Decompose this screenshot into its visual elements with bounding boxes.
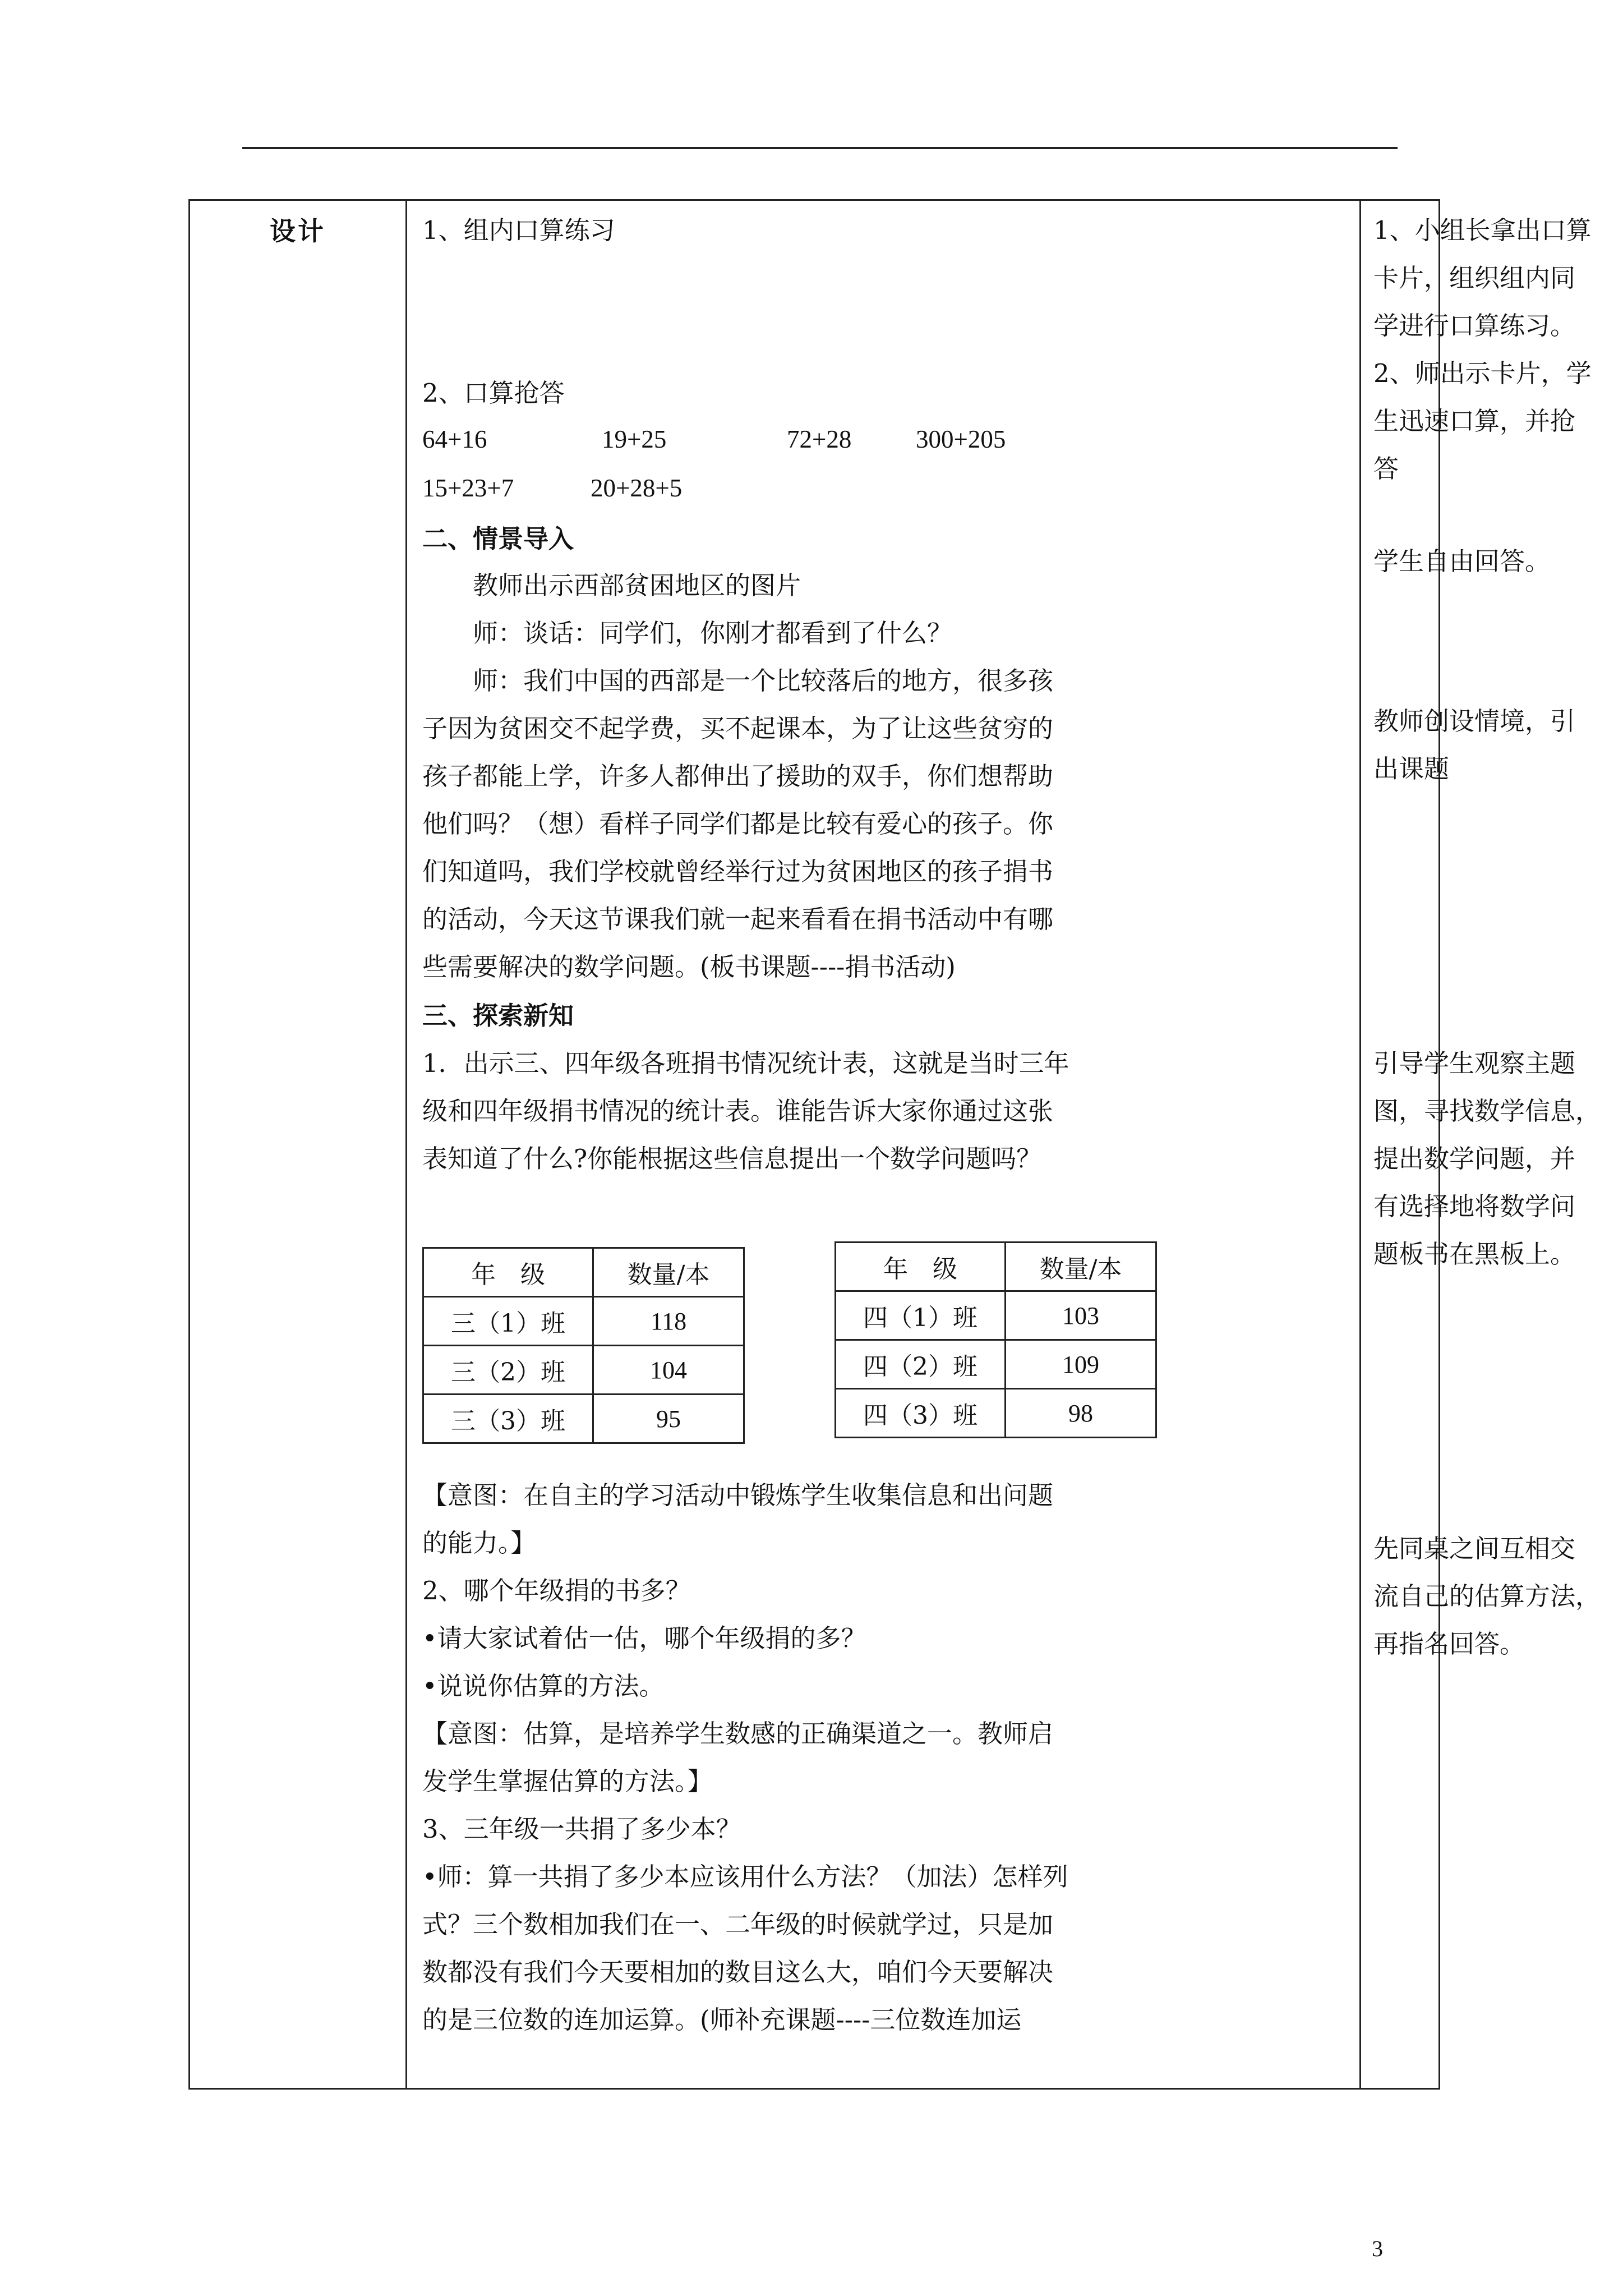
table-row [423,1297,744,1346]
question-line: 3、三年级一共捐了多少本？ [422,1814,741,1844]
grade4-donation-table [834,1241,1157,1438]
intent-note: 【意图：估算，是培养学生数感的正确渠道之一。教师启 [422,1719,1054,1749]
intent-note: 的能力。】 [422,1528,536,1558]
paragraph-line: 些需要解决的数学问题。(板书课题----捐书活动) [422,952,956,982]
bullet-line: •请大家试着估一估，哪个年级捐的多？ [422,1623,866,1653]
table-cell: 98 [1006,1389,1156,1438]
note-line: 出课题 [1373,754,1450,784]
paragraph-line: 数都没有我们今天要相加的数目这么大，咱们今天要解决 [422,1957,1054,1987]
note-line: 生迅速口算，并抢 [1373,406,1576,436]
table-row [836,1340,1156,1389]
table-cell: 四（2）班 [836,1340,1006,1389]
intent-note: 【意图：在自主的学习活动中锻炼学生收集信息和出问题 [422,1480,1054,1510]
header-rule [242,147,1398,149]
paragraph-line: •师：算一共捐了多少本应该用什么方法？（加法）怎样列 [422,1862,1068,1892]
table-header-row [836,1243,1156,1291]
paragraph-line: 孩子都能上学，许多人都伸出了援助的双手，你们想帮助 [422,761,1054,791]
note-line: 2、师出示卡片，学 [1373,358,1592,388]
calc-expr: 19+25 [602,425,667,453]
table-cell: 三（2）班 [423,1346,593,1395]
notes-cell [1361,201,1601,2088]
note-line: 有选择地将数学问 [1373,1191,1576,1221]
table-cell: 109 [1006,1340,1156,1389]
paragraph-line: 师：谈话：同学们，你刚才都看到了什么？ [473,618,953,648]
paragraph-line: 的是三位数的连加运算。(师补充课题----三位数连加运 [422,2005,1022,2035]
calc-row-1 [422,416,1342,463]
table-header-row [423,1248,744,1297]
table-header: 数量/本 [593,1248,744,1297]
note-line: 题板书在黑板上。 [1373,1239,1576,1269]
calc-expr: 300+205 [916,425,1006,453]
table-cell: 四（1）班 [836,1291,1006,1340]
note-line: 图，寻找数学信息， [1373,1096,1601,1126]
table-cell: 103 [1006,1291,1156,1340]
table-cell: 三（1）班 [423,1297,593,1346]
calc-expr: 20+28+5 [591,474,683,502]
paragraph-line: 师：我们中国的西部是一个比较落后的地方，很多孩 [473,666,1054,696]
paragraph-line: 们知道吗，我们学校就曾经举行过为贫困地区的孩子捐书 [422,857,1054,886]
note-line: 流自己的估算方法， [1373,1581,1601,1611]
lesson-plan-table [188,199,1601,2090]
paragraph-line: 1．出示三、四年级各班捐书情况统计表，这就是当时三年 [422,1048,1069,1078]
table-row [423,1395,744,1443]
note-line: 提出数学问题，并 [1373,1144,1576,1174]
paragraph-line: 式？三个数相加我们在一、二年级的时候就学过，只是加 [422,1910,1054,1939]
note-line: 卡片，组织组内同 [1373,263,1576,293]
table-cell: 118 [593,1297,744,1346]
table-cell: 三（3）班 [423,1395,593,1443]
paragraph-line: 他们吗？（想）看样子同学们都是比较有爱心的孩子。你 [422,809,1054,839]
calc-row-2 [422,464,1342,512]
section-heading-3: 三、探索新知 [422,1001,574,1030]
table-row [836,1389,1156,1438]
note-line: 学生自由回答。 [1373,546,1551,576]
table-cell: 四（3）班 [836,1389,1006,1438]
section-heading-2: 二、情景导入 [422,524,574,554]
table-row [836,1291,1156,1340]
table-row [423,1346,744,1395]
note-line: 学进行口算练习。 [1373,311,1576,341]
bullet-line: •说说你估算的方法。 [422,1671,665,1701]
calc-expr: 64+16 [422,425,487,453]
paragraph-line: 子因为贫困交不起学费，买不起课本，为了让这些贫穷的 [422,714,1054,743]
paragraph-line: 级和四年级捐书情况的统计表。谁能告诉大家你通过这张 [422,1096,1054,1126]
calc-expr: 72+28 [787,425,852,453]
item-oral-practice: 1、组内口算练习 [422,215,615,245]
content-cell [405,201,1361,2088]
paragraph-line: 表知道了什么?你能根据这些信息提出一个数学问题吗？ [422,1144,1042,1174]
table-cell: 104 [593,1346,744,1395]
paragraph-line: 教师出示西部贫困地区的图片 [473,570,801,600]
calc-expr: 15+23+7 [422,474,514,502]
intent-note: 发学生掌握估算的方法。】 [422,1766,713,1796]
paragraph-line: 的活动，今天这节课我们就一起来看看在捐书活动中有哪 [422,904,1054,934]
note-line: 再指名回答。 [1373,1629,1525,1659]
page-number: 3 [1372,2236,1383,2261]
table-header: 数量/本 [1006,1243,1156,1291]
item-oral-quiz: 2、口算抢答 [422,378,565,408]
note-line: 教师创设情境，引 [1373,706,1576,736]
note-line: 答 [1373,454,1399,484]
question-line: 2、哪个年级捐的书多？ [422,1576,691,1605]
note-line: 先同桌之间互相交 [1373,1534,1576,1563]
grade3-donation-table [422,1247,745,1444]
row-label: 设计 [270,216,326,246]
note-line: 1、小组长拿出口算 [1373,215,1592,245]
note-line: 引导学生观察主题 [1373,1048,1576,1078]
table-header: 年 级 [423,1248,593,1297]
table-header: 年 级 [836,1243,1006,1291]
table-cell: 95 [593,1395,744,1443]
